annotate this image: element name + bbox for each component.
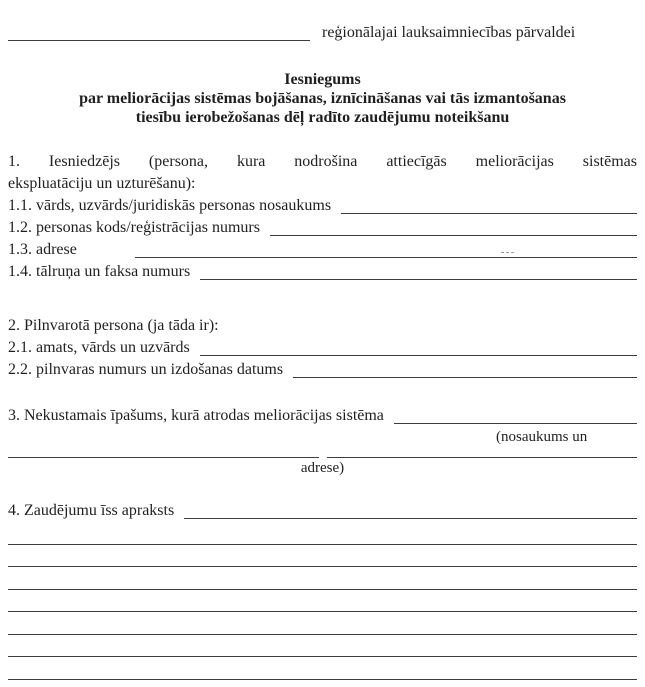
write-line [8, 634, 637, 635]
write-line [394, 423, 637, 424]
field-caption-part2: adrese) [300, 460, 345, 476]
write-line [135, 257, 637, 258]
write-line [200, 279, 637, 280]
write-line [8, 656, 637, 657]
write-line [327, 457, 638, 458]
write-line [8, 589, 637, 590]
write-line [184, 518, 637, 519]
page-subtitle-line1: par meliorācijas sistēmas bojāšanas, iznīcināšanas vai tās izmantošanas [79, 90, 566, 107]
recipient-label: reģionālajai lauksaimniecības pārvaldei [322, 24, 576, 41]
field-row-2-1 [8, 337, 637, 359]
field-row-1-1 [8, 195, 637, 217]
field-row-1-2 [8, 217, 637, 239]
section1-intro [8, 151, 637, 195]
field-row-1-3 [8, 239, 637, 261]
write-line [8, 544, 637, 545]
field-label: 2.2. pilnvaras numurs un izdošanas datums [8, 361, 284, 378]
section2-heading: 2. Pilnvarotā persona (ja tāda ir): [8, 317, 219, 334]
field-row-4 [8, 500, 637, 522]
section1-intro-line1: 1. Iesniedzējs (persona, kura nodrošina attiecīgās meliorācijas sistēmas [8, 153, 637, 170]
field-label: 1.3. adrese [8, 241, 77, 258]
recipient-row [8, 22, 637, 44]
section2-heading-row [8, 315, 637, 337]
page-title: Iesniegums [284, 71, 361, 88]
section3 [8, 405, 637, 478]
write-line [8, 566, 637, 567]
section2 [8, 315, 637, 381]
field-label: 3. Nekustamais īpašums, kurā atrodas meliorācijas sistēma [8, 407, 384, 424]
field-caption-part1: (nosaukums un [496, 429, 588, 445]
field-label: 2.1. amats, vārds un uzvārds [8, 339, 190, 356]
write-line [8, 679, 637, 680]
write-line [8, 611, 637, 612]
write-line [270, 235, 637, 236]
write-line [8, 457, 319, 458]
section4 [8, 500, 637, 680]
write-line [200, 355, 637, 356]
write-line [8, 40, 310, 41]
field-row-3 [8, 405, 637, 427]
scan-artifact-mark [501, 252, 514, 253]
field-row-1-4 [8, 261, 637, 283]
field-label: 1.4. tālruņa un faksa numurs [8, 263, 191, 280]
field-label: 4. Zaudējumu īss apraksts [8, 502, 175, 519]
field-label: 1.2. personas kods/reģistrācijas numurs [8, 219, 260, 236]
field-label: 1.1. vārds, uzvārds/juridiskās personas nosaukums [8, 197, 332, 214]
title-block [8, 70, 637, 127]
section1-intro-line2: ekspluatāciju un uzturēšanu): [8, 175, 196, 192]
field-row-2-2 [8, 359, 637, 381]
blank-write-lines [8, 544, 637, 680]
write-line [341, 213, 637, 214]
page-subtitle-line2: tiesību ierobežošanas dēļ radīto zaudējumu noteikšanu [135, 109, 510, 126]
write-line [293, 377, 637, 378]
